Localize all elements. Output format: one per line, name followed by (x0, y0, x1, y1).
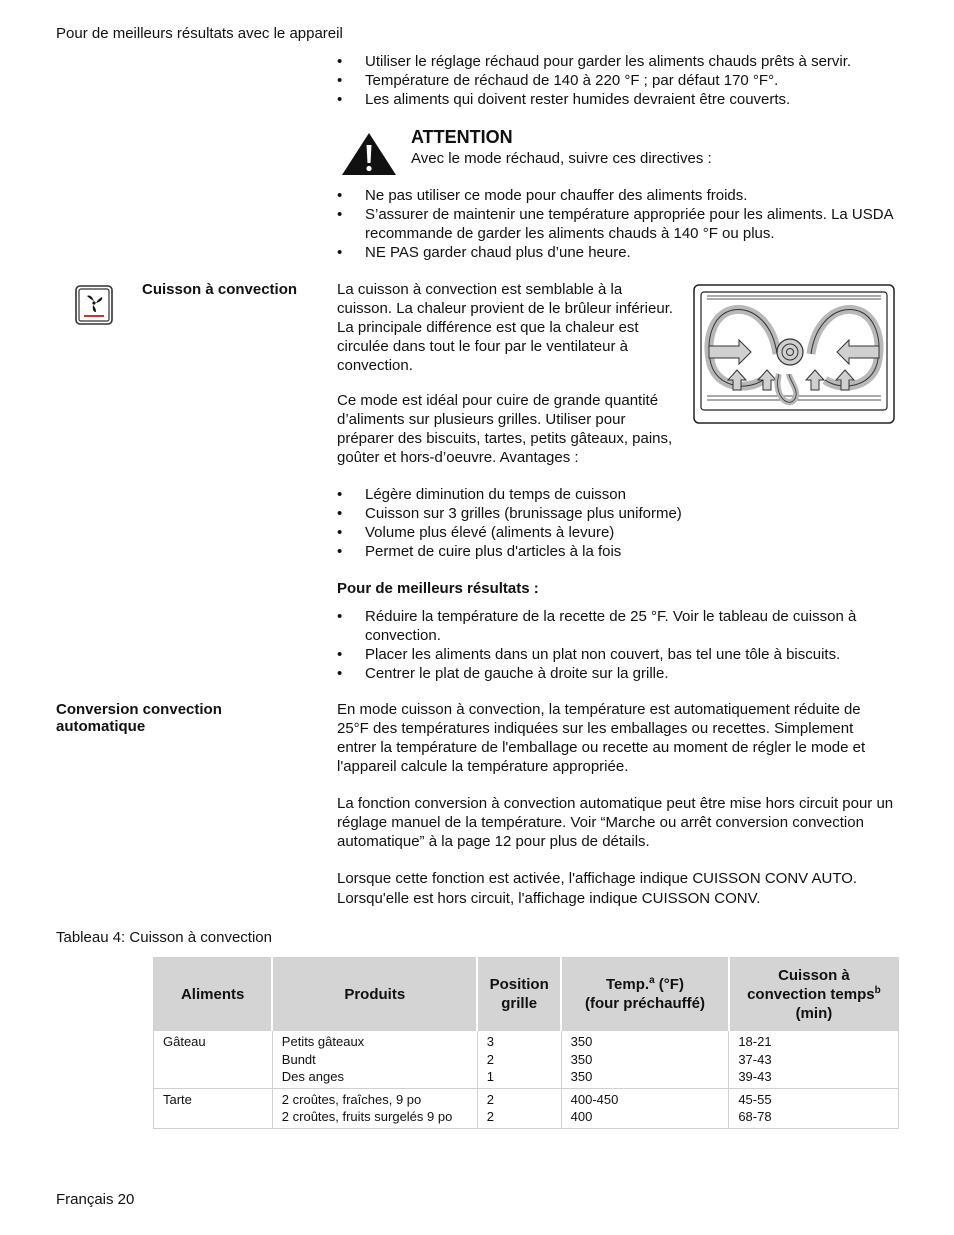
list-item: • Les aliments qui doivent rester humides devraient être couverts. (337, 90, 897, 109)
list-item: • Permet de cuire plus d'articles à la fois (337, 542, 757, 561)
cell-positions: 2 2 (477, 1088, 561, 1128)
table-header-row (154, 958, 899, 1031)
table-caption: Tableau 4: Cuisson à convection (56, 929, 272, 946)
auto-conversion-para-1: En mode cuisson à convection, la température est automatiquement réduite de 25°F des températures indiquées sur les emballages ou recettes. Simplement entrer la température de l'emballage ou recette au moment de régler le mode et l'appareil calcule la température appropriée. (337, 701, 866, 775)
list-item: • NE PAS garder chaud plus d’une heure. (337, 243, 893, 262)
header-aliments: Aliments (154, 958, 273, 1031)
list-item: • Utiliser le réglage réchaud pour garder les aliments chauds prêts à servir. (337, 52, 897, 71)
cell-produits: 2 croûtes, fraîches, 9 po 2 croûtes, fruits surgelés 9 po (272, 1088, 477, 1128)
list-item: • Volume plus élevé (aliments à levure) (337, 523, 757, 542)
list-item: • Légère diminution du temps de cuisson (337, 485, 757, 504)
convection-heading: Cuisson à convection (142, 281, 298, 298)
oven-airflow-diagram (693, 284, 895, 424)
auto-conversion-para-3b: Lorsqu'elle est hors circuit, l'affichage indique CUISSON CONV. (337, 890, 761, 907)
page-footer: Français 20 (56, 1191, 135, 1208)
list-item: • Placer les aliments dans un plat non couvert, bas tel une tôle à biscuits. (337, 645, 893, 664)
warming-list (337, 52, 897, 109)
warning-triangle-icon (340, 131, 398, 177)
cell-aliment: Tarte (154, 1088, 273, 1128)
auto-conversion-para-2: La fonction conversion à convection automatique peut être mise hors circuit pour un réglage manuel de la température. Voir “Marche ou arrêt conversion convection automatique” à la page 12 pour plus de détails. (337, 795, 894, 850)
cell-positions: 3 2 1 (477, 1031, 561, 1089)
list-item: • Réduire la température de la recette de 25 °F. Voir le tableau de cuisson à convection. (337, 607, 893, 645)
best-results-list (337, 607, 893, 683)
best-results-title: Pour de meilleurs résultats : (337, 580, 539, 597)
cell-temps: 400-450 400 (561, 1088, 729, 1128)
header-temp: Temp.$^a$ (°F) (four préchauffé) (561, 958, 729, 1031)
cell-produits: Petits gâteaux Bundt Des anges (272, 1031, 477, 1089)
auto-conversion-heading: Conversion convection automatique (56, 701, 222, 735)
convection-para-1: La cuisson à convection est semblable à la cuisson. La chaleur provient de le brûleur inférieur. La principale différence est que la chaleur est circulée dans tout le four par le ventilateur à convection. (337, 281, 674, 374)
header-produits: Produits (272, 958, 477, 1031)
list-item: • Centrer le plat de gauche à droite sur la grille. (337, 664, 893, 683)
attention-list (337, 186, 893, 262)
header-time: Cuisson à convection temps$^b$ (min) (729, 958, 899, 1031)
attention-text: Avec le mode réchaud, suivre ces directives : (411, 150, 712, 167)
header-position: Position grille (477, 958, 561, 1031)
cell-times: 45-55 68-78 (729, 1088, 899, 1128)
cell-aliment: Gâteau (154, 1031, 273, 1089)
list-item: • Température de réchaud de 140 à 220 °F ; par défaut 170 °F°. (337, 71, 897, 90)
auto-conversion-para-3a: Lorsque cette fonction est activée, l'affichage indique CUISSON CONV AUTO. (337, 870, 858, 887)
cell-times: 18-21 37-43 39-43 (729, 1031, 899, 1089)
cell-temps: 350 350 350 (561, 1031, 729, 1089)
convection-para-2: Ce mode est idéal pour cuire de grande quantité d’aliments sur plusieurs grilles. Utiliser pour préparer des biscuits, tartes, petits gâteaux, pains, goûter et hors-d’oeuvre. Avantages : (337, 392, 673, 466)
list-item: • Ne pas utiliser ce mode pour chauffer des aliments froids. (337, 186, 893, 205)
table-row (154, 1088, 899, 1128)
advantages-list (337, 485, 757, 561)
table-row (154, 1031, 899, 1089)
convection-fan-icon (75, 285, 113, 325)
page-header: Pour de meilleurs résultats avec le appareil (56, 25, 343, 42)
attention-title: ATTENTION (411, 127, 513, 147)
convection-table (153, 957, 899, 1129)
list-item: • S’assurer de maintenir une température appropriée pour les aliments. La USDA recommande de garder les aliments chauds à 140 °F ou plus. (337, 205, 893, 243)
list-item: • Cuisson sur 3 grilles (brunissage plus uniforme) (337, 504, 757, 523)
